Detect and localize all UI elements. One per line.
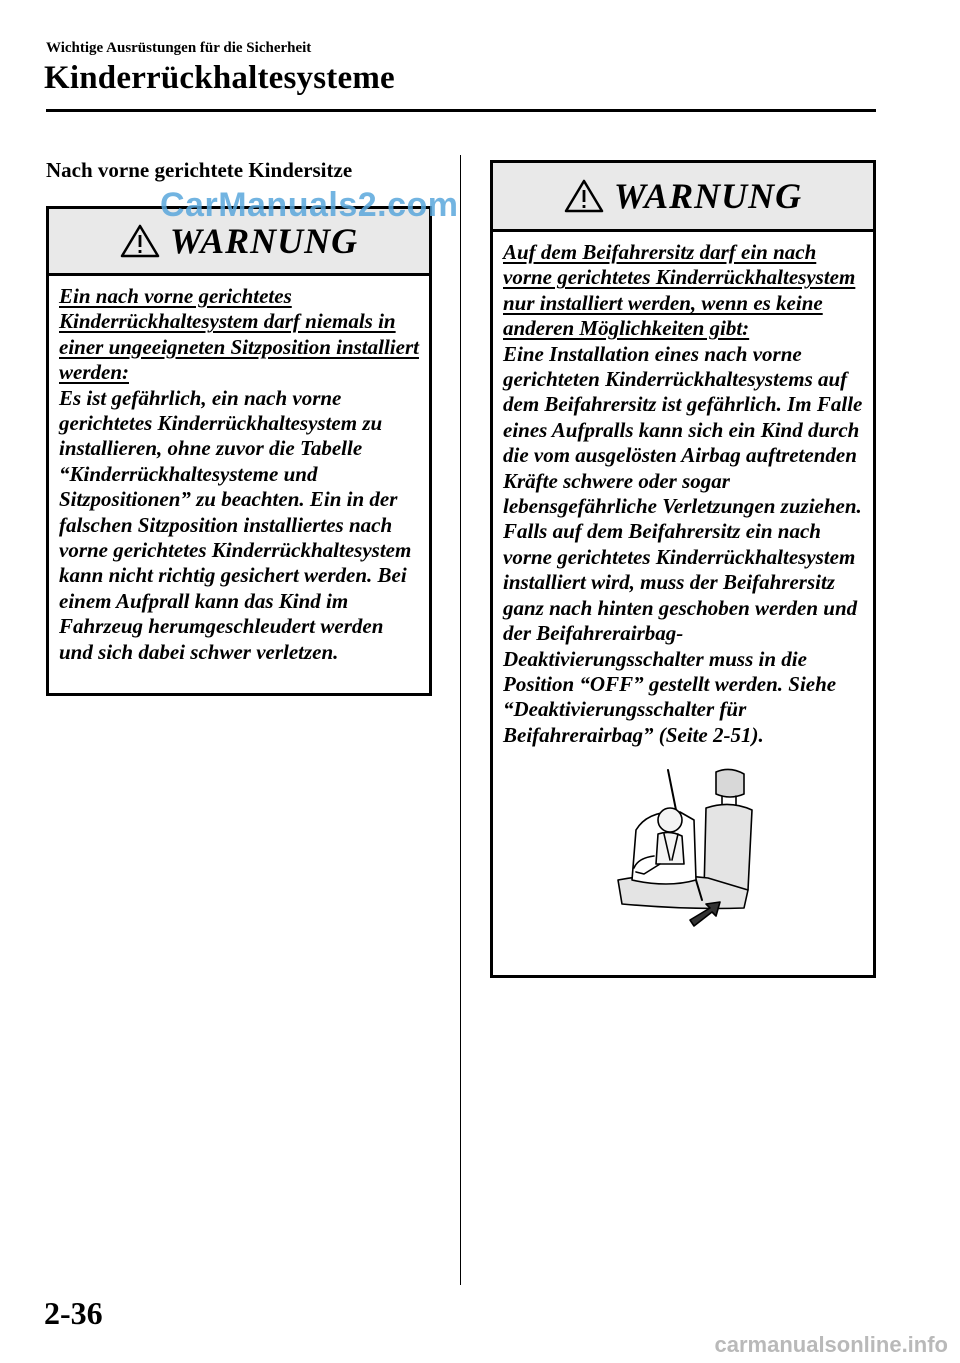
child-seat-illustration	[598, 760, 768, 935]
column-divider	[460, 155, 461, 1285]
warning-text: Es ist gefährlich, ein nach vorne gerichtetes Kinderrückhaltesystem zu installieren, ohne zuvor die Tabelle “Kinderrückhaltesysteme und Sitzpositionen” zu beachten. Ein in der falschen Sitzposition installiertes nach vorne gerichtetes Kinderrückhaltesystem kann nicht richtig gesichert werden. Bei einem Aufprall kann das Kind im Fahrzeug herumgeschleudert werden und sich dabei schwer verletzen.	[59, 385, 412, 664]
title-rule	[46, 109, 876, 112]
warning-triangle-icon	[120, 224, 160, 258]
warning-title: WARNUNG	[169, 221, 359, 261]
warning-header	[493, 163, 873, 232]
warning-lead: Ein nach vorne gerichtetes Kinderrückhaltesystem darf niemals in einer ungeeigneten Sitzposition installiert werden:	[59, 284, 419, 385]
warning-text: Eine Installation eines nach vorne gerichteten Kinderrückhaltesystems auf dem Beifahrersitz ist gefährlich. Im Falle eines Aufpralls kann sich ein Kind durch die vom ausgelösten Airbag auftretenden Kräfte schwere oder sogar lebensgefährliche Verletzungen zuziehen. Falls auf dem Beifahrersitz ein nach vorne gerichtetes Kinderrückhaltesystem installiert wird, muss der Beifahrersitz ganz nach hinten geschoben werden und der Beifahrerairbag-Deaktivierungsschalter muss in die Position “OFF” gestellt werden. Siehe “Deaktivierungsschalter für Beifahrerairbag” (Seite 2-51).	[503, 341, 863, 747]
watermark-logo: CarManuals2.com	[160, 186, 459, 224]
page-title: Kinderrückhaltesysteme	[44, 60, 395, 96]
warning-lead: Auf dem Beifahrersitz darf ein nach vorne gerichtetes Kinderrückhaltesystem nur installiert werden, wenn es keine anderen Möglichkeiten gibt:	[503, 240, 856, 341]
section-subheading: Nach vorne gerichtete Kindersitze	[46, 158, 353, 182]
warning-box-right	[490, 160, 876, 978]
page-number: 2-36	[44, 1295, 103, 1331]
section-label: Wichtige Ausrüstungen für die Sicherheit	[46, 40, 312, 56]
warning-title: WARNUNG	[613, 176, 803, 216]
warning-box-left	[46, 206, 432, 696]
warning-body	[49, 276, 429, 665]
warning-body	[493, 232, 873, 935]
warning-triangle-icon	[564, 179, 604, 213]
footer-watermark: carmanualsonline.info	[714, 1332, 948, 1357]
